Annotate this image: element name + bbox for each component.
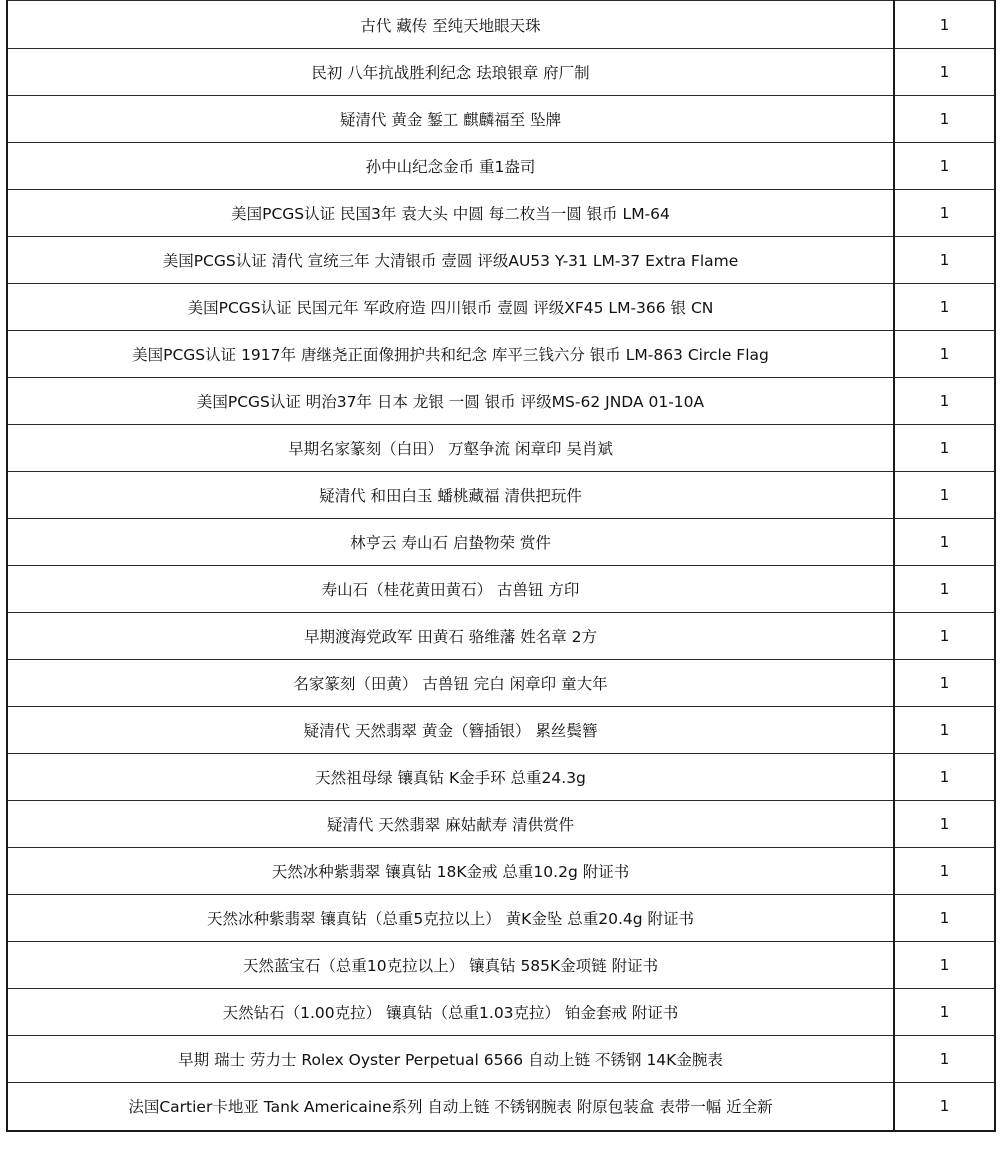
item-name-cell: 疑清代 天然翡翠 黄金（簪插银） 累丝鬓簪: [8, 707, 894, 754]
item-quantity-cell: 1: [894, 378, 994, 425]
item-name-cell: 天然冰种紫翡翠 镶真钻 18K金戒 总重10.2g 附证书: [8, 848, 894, 895]
table-row: [8, 284, 994, 331]
table-row: [8, 331, 994, 378]
table-row: [8, 989, 994, 1036]
item-quantity-cell: 1: [894, 331, 994, 378]
item-name-cell: 早期名家篆刻（白田） 万壑争流 闲章印 吴肖斌: [8, 425, 894, 472]
item-quantity-cell: 1: [894, 519, 994, 566]
item-name-cell: 早期渡海党政军 田黄石 骆维藩 姓名章 2方: [8, 613, 894, 660]
item-quantity-cell: 1: [894, 613, 994, 660]
item-name-cell: 天然冰种紫翡翠 镶真钻（总重5克拉以上） 黄K金坠 总重20.4g 附证书: [8, 895, 894, 942]
item-table: [8, 0, 994, 1130]
item-name-cell: 孙中山纪念金币 重1盎司: [8, 143, 894, 190]
table-row: [8, 1036, 994, 1083]
table-row: [8, 49, 994, 96]
table-row: [8, 754, 994, 801]
table-row: [8, 707, 994, 754]
item-quantity-cell: 1: [894, 566, 994, 613]
item-name-cell: 美国PCGS认证 民国元年 军政府造 四川银币 壹圆 评级XF45 LM-366 银 CN: [8, 284, 894, 331]
item-quantity-cell: 1: [894, 1, 994, 49]
item-name-cell: 疑清代 天然翡翠 麻姑献寿 清供赏件: [8, 801, 894, 848]
item-quantity-cell: 1: [894, 942, 994, 989]
item-quantity-cell: 1: [894, 660, 994, 707]
item-quantity-cell: 1: [894, 49, 994, 96]
table-row: [8, 801, 994, 848]
table-row: [8, 848, 994, 895]
table-row: [8, 566, 994, 613]
item-name-cell: 疑清代 黄金 錾工 麒麟福至 坠牌: [8, 96, 894, 143]
item-quantity-cell: 1: [894, 895, 994, 942]
table-row: [8, 472, 994, 519]
table-row: [8, 378, 994, 425]
table-row: [8, 143, 994, 190]
table-row: [8, 895, 994, 942]
table-row: [8, 660, 994, 707]
item-quantity-cell: 1: [894, 1036, 994, 1083]
item-name-cell: 古代 藏传 至纯天地眼天珠: [8, 1, 894, 49]
item-quantity-cell: 1: [894, 143, 994, 190]
item-quantity-cell: 1: [894, 848, 994, 895]
item-name-cell: 寿山石（桂花黄田黄石） 古兽钮 方印: [8, 566, 894, 613]
item-quantity-cell: 1: [894, 707, 994, 754]
item-name-cell: 林亨云 寿山石 启蛰物荣 赏件: [8, 519, 894, 566]
item-name-cell: 美国PCGS认证 民国3年 袁大头 中圆 每二枚当一圆 银币 LM-64: [8, 190, 894, 237]
item-name-cell: 天然蓝宝石（总重10克拉以上） 镶真钻 585K金项链 附证书: [8, 942, 894, 989]
item-name-cell: 法国Cartier卡地亚 Tank Americaine系列 自动上链 不锈钢腕表 附原包装盒 表带一幅 近全新: [8, 1083, 894, 1130]
item-quantity-cell: 1: [894, 284, 994, 331]
item-quantity-cell: 1: [894, 1083, 994, 1130]
item-quantity-cell: 1: [894, 96, 994, 143]
table-row: [8, 1083, 994, 1130]
item-name-cell: 名家篆刻（田黄） 古兽钮 完白 闲章印 童大年: [8, 660, 894, 707]
table-row: [8, 613, 994, 660]
item-name-cell: 美国PCGS认证 1917年 唐继尧正面像拥护共和纪念 库平三钱六分 银币 LM-863 Circle Flag: [8, 331, 894, 378]
table-row: [8, 237, 994, 284]
item-quantity-cell: 1: [894, 190, 994, 237]
item-quantity-cell: 1: [894, 801, 994, 848]
item-name-cell: 疑清代 和田白玉 蟠桃藏福 清供把玩件: [8, 472, 894, 519]
table-row: [8, 519, 994, 566]
item-table-body: [8, 1, 994, 1130]
item-quantity-cell: 1: [894, 425, 994, 472]
item-name-cell: 美国PCGS认证 明治37年 日本 龙银 一圆 银币 评级MS-62 JNDA 01-10A: [8, 378, 894, 425]
item-table-sheet: [6, 0, 996, 1132]
item-name-cell: 天然钻石（1.00克拉） 镶真钻（总重1.03克拉） 铂金套戒 附证书: [8, 989, 894, 1036]
item-quantity-cell: 1: [894, 989, 994, 1036]
table-row: [8, 190, 994, 237]
table-row: [8, 942, 994, 989]
table-row: [8, 96, 994, 143]
item-quantity-cell: 1: [894, 237, 994, 284]
item-name-cell: 民初 八年抗战胜利纪念 珐琅银章 府厂制: [8, 49, 894, 96]
item-name-cell: 天然祖母绿 镶真钻 K金手环 总重24.3g: [8, 754, 894, 801]
table-row: [8, 1, 994, 49]
table-row: [8, 425, 994, 472]
item-quantity-cell: 1: [894, 472, 994, 519]
item-quantity-cell: 1: [894, 754, 994, 801]
item-name-cell: 早期 瑞士 劳力士 Rolex Oyster Perpetual 6566 自动上链 不锈钢 14K金腕表: [8, 1036, 894, 1083]
item-name-cell: 美国PCGS认证 清代 宣统三年 大清银币 壹圆 评级AU53 Y-31 LM-37 Extra Flame: [8, 237, 894, 284]
